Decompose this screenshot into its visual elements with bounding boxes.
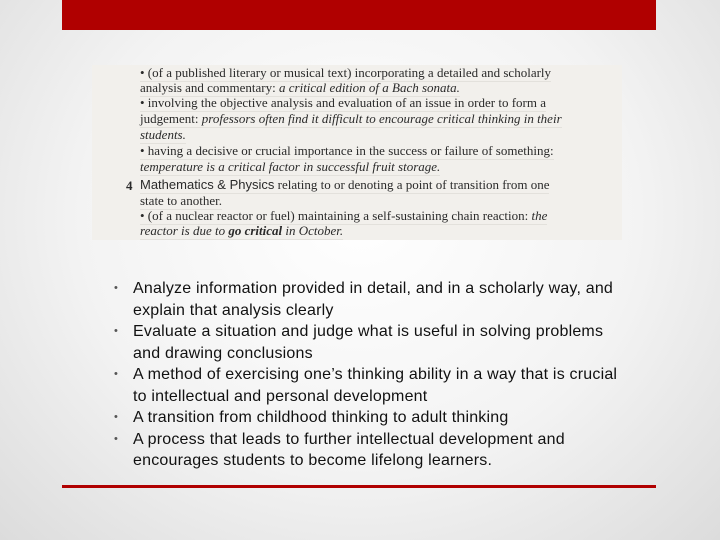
dict-line-3: • involving the objective analysis and evaluation of an issue in order to form a: [140, 95, 547, 110]
dict-line-11: reactor is due to go critical in October.: [140, 223, 344, 238]
list-item: [112, 429, 632, 472]
sense-number: 4: [126, 178, 133, 193]
dict-line-5: students.: [140, 127, 186, 142]
list-item: [112, 278, 632, 321]
list-item-text: Analyze information provided in detail, and in a scholarly way, and explain that analysis clearly: [133, 280, 614, 319]
dict-line-10: • (of a nuclear reactor or fuel) maintaining a self-sustaining chain reaction: the: [140, 208, 548, 223]
dict-line-6: • having a decisive or crucial importance in the success or failure of something:: [140, 143, 554, 158]
list-item-text: Evaluate a situation and judge what is useful in solving problems and drawing conclusions: [133, 323, 604, 362]
list-item-text: A transition from childhood thinking to adult thinking: [133, 409, 509, 426]
top-accent-bar: [62, 0, 656, 30]
list-item: [112, 321, 632, 364]
definition-bullet-list: [112, 278, 632, 472]
dict-line-4: judgement: professors often find it difficult to encourage critical thinking in their: [140, 111, 562, 126]
list-item: [112, 407, 632, 429]
dictionary-excerpt-image: [92, 65, 622, 240]
bullet-icon: •: [114, 282, 119, 294]
list-item-text: A process that leads to further intellectual development and encourages students to become lifelong learners.: [133, 430, 565, 469]
dict-line-7: temperature is a critical factor in successful fruit storage.: [140, 159, 441, 174]
bullet-icon: •: [114, 432, 119, 445]
dict-line-1: • (of a published literary or musical text) incorporating a detailed and scholarly: [140, 65, 552, 80]
bullet-icon: •: [114, 411, 119, 423]
dict-line-2: analysis and commentary: a critical edition of a Bach sonata.: [140, 80, 460, 95]
dict-line-8: Mathematics & Physics relating to or denoting a point of transition from one: [140, 177, 550, 192]
bullet-icon: •: [114, 325, 119, 337]
list-item: [112, 364, 632, 407]
bottom-accent-rule: [62, 485, 656, 488]
dict-line-9: state to another.: [140, 193, 222, 208]
bullet-icon: •: [114, 368, 119, 380]
list-item-text: A method of exercising one’s thinking ability in a way that is crucial to intellectual and personal development: [133, 366, 618, 405]
